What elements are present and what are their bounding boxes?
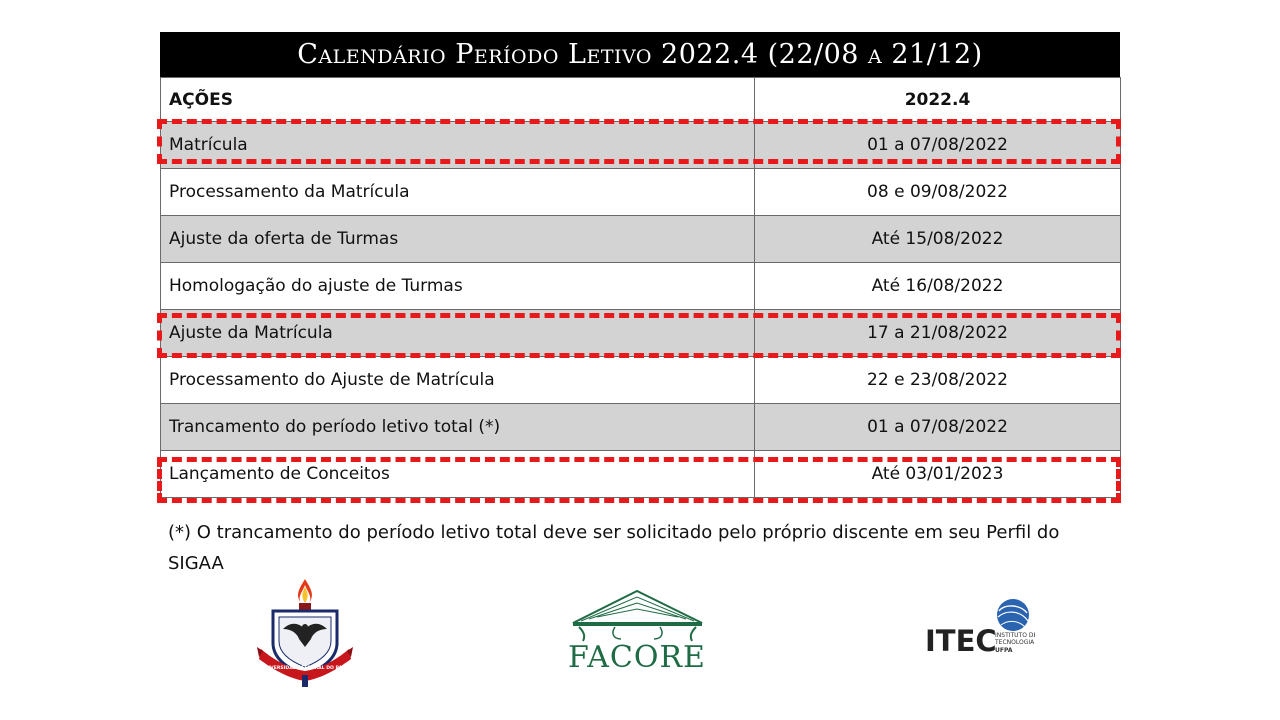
column-header-acoes: AÇÕES [161, 78, 755, 122]
column-header-period: 2022.4 [755, 78, 1121, 122]
table-header-row [161, 78, 1121, 122]
row-date: Até 16/08/2022 [755, 263, 1121, 310]
row-action: Lançamento de Conceitos [161, 451, 755, 498]
footnote: (*) O trancamento do período letivo total deve ser solicitado pelo próprio discente em seu Perfil do SIGAA [168, 522, 1060, 574]
itec-subtitle-3: UFPA [995, 647, 1013, 654]
table-row [161, 404, 1121, 451]
table-row [161, 216, 1121, 263]
row-date: 01 a 07/08/2022 [755, 122, 1121, 169]
table-row [161, 357, 1121, 404]
page-title: Calendário Período Letivo 2022.4 (22/08 a 21/12) [160, 32, 1120, 77]
table-row [161, 169, 1121, 216]
calendar-table [160, 77, 1121, 498]
itec-logo [925, 597, 1035, 659]
row-date: Até 03/01/2023 [755, 451, 1121, 498]
ufpa-logo [255, 577, 355, 689]
row-date: 22 e 23/08/2022 [755, 357, 1121, 404]
row-date: 08 e 09/08/2022 [755, 169, 1121, 216]
row-action: Homologação do ajuste de Turmas [161, 263, 755, 310]
row-action: Processamento da Matrícula [161, 169, 755, 216]
facore-logo [565, 585, 710, 673]
table-row [161, 122, 1121, 169]
itec-subtitle-2: TECNOLOGIA [995, 639, 1035, 646]
facore-logo-text: FACORE [568, 640, 706, 673]
row-action: Ajuste da Matrícula [161, 310, 755, 357]
row-date: 01 a 07/08/2022 [755, 404, 1121, 451]
itec-subtitle-1: INSTITUTO DE [995, 632, 1035, 639]
row-date: 17 a 21/08/2022 [755, 310, 1121, 357]
ufpa-logo-text: UNIVERSIDADE FEDERAL DO PARÁ [260, 666, 350, 671]
table-row [161, 263, 1121, 310]
table-row [161, 451, 1121, 498]
table-row [161, 310, 1121, 357]
itec-logo-text: ITEC [925, 624, 997, 658]
row-action: Trancamento do período letivo total (*) [161, 404, 755, 451]
row-date: Até 15/08/2022 [755, 216, 1121, 263]
row-action: Ajuste da oferta de Turmas [161, 216, 755, 263]
row-action: Processamento do Ajuste de Matrícula [161, 357, 755, 404]
row-action: Matrícula [161, 122, 755, 169]
